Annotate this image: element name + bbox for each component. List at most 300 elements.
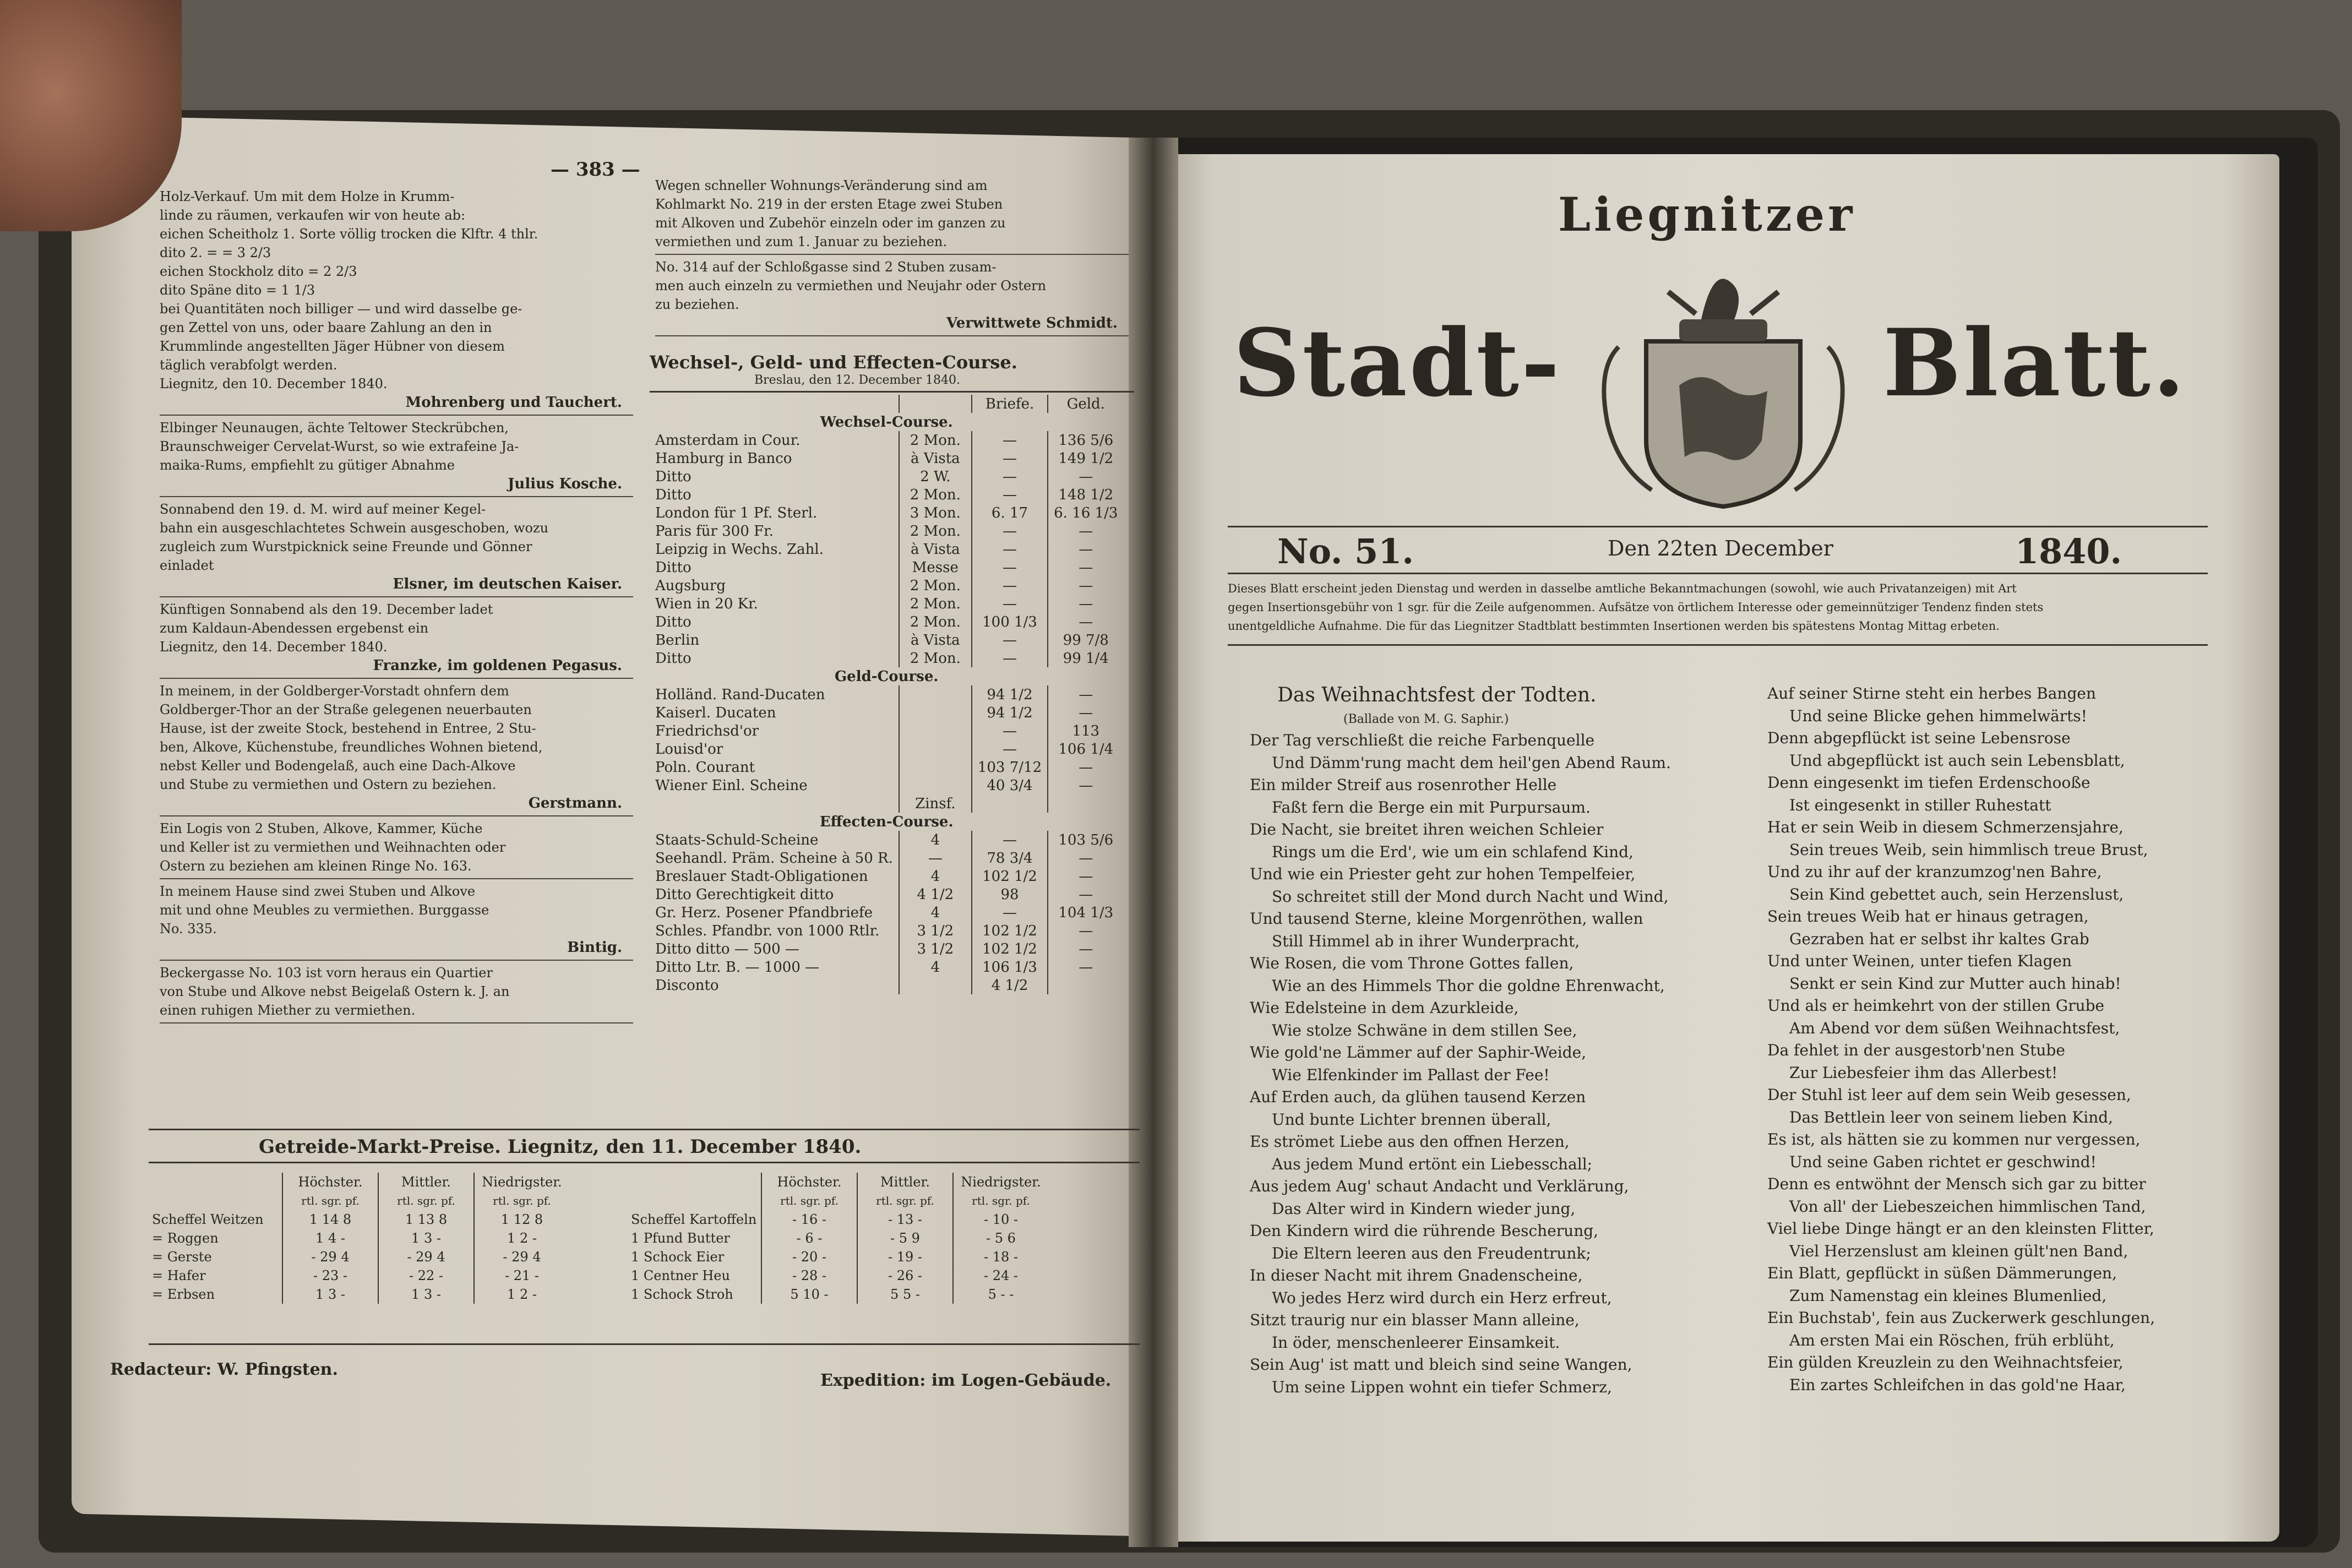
table-row: [650, 940, 1123, 958]
column-header: Mittler.: [378, 1173, 474, 1191]
poem-line: Wie stolze Schwäne in dem stillen See,: [1272, 1021, 1577, 1039]
table-cell: - 20 -: [761, 1248, 857, 1266]
table-section-heading: Geld-Course.: [834, 668, 939, 685]
unit-label: rtl. sgr. pf.: [953, 1191, 1048, 1210]
poem-line: Wie an des Himmels Thor die goldne Ehrenwacht,: [1272, 976, 1665, 995]
table-cell: 106 1/4: [1048, 740, 1123, 758]
table-cell: 148 1/2: [1048, 486, 1123, 504]
table-cell: —: [972, 486, 1048, 504]
table-cell: = Roggen: [152, 1231, 219, 1246]
page-number: — 383 —: [551, 159, 640, 181]
section-heading: [650, 813, 1123, 831]
table-cell: Poln. Courant: [655, 759, 755, 776]
table-cell: - 18 -: [953, 1248, 1048, 1266]
table-cell: [972, 794, 1048, 813]
table-cell: 1 Schock Stroh: [631, 1287, 733, 1302]
table-cell: = Gerste: [152, 1249, 212, 1265]
poem-line: Und zu ihr auf der kranzumzog'nen Bahre,: [1767, 863, 2102, 881]
ad-line: linde zu räumen, verkaufen wir von heute ab:: [160, 208, 466, 223]
table-cell: 78 3/4: [972, 849, 1048, 867]
table-cell: 4: [899, 903, 972, 922]
table-cell: 103 5/6: [1048, 831, 1123, 849]
table-cell: 99 1/4: [1048, 649, 1123, 667]
table-cell: - 29 4: [282, 1248, 378, 1266]
table-cell: = Hafer: [152, 1268, 206, 1283]
ad-line: mit und ohne Meubles zu vermiethen. Burggasse: [160, 902, 489, 918]
divider: [160, 678, 633, 679]
divider: [655, 335, 1129, 336]
table-cell: —: [972, 431, 1048, 449]
table-cell: Friedrichsd'or: [655, 722, 759, 739]
table-cell: - 21 -: [474, 1266, 569, 1285]
table-cell: Wiener Einl. Scheine: [655, 777, 808, 794]
table-cell: [149, 1191, 282, 1210]
poem-line: Denn es entwöhnt der Mensch sich gar zu bitter: [1767, 1175, 2146, 1193]
poem-line: Aus jedem Mund ertönt ein Liebesschall;: [1272, 1155, 1593, 1173]
table-cell: - 19 -: [857, 1248, 953, 1266]
table-cell: Ditto: [655, 468, 692, 485]
table-cell: 98: [972, 885, 1048, 903]
advertisement: [160, 600, 633, 675]
issue-number: No. 51.: [1277, 531, 1414, 571]
ad-signature: Julius Kosche.: [508, 476, 622, 492]
table-cell: 94 1/2: [972, 685, 1048, 704]
table-cell: [899, 722, 972, 740]
poem-line: Von all' der Liebeszeichen himmlischen Tand,: [1789, 1197, 2146, 1216]
ad-line: zugleich zum Wurstpicknick seine Freunde und Gönner: [160, 539, 532, 554]
table-cell: Holländ. Rand-Ducaten: [655, 686, 825, 703]
table-cell: 40 3/4: [972, 776, 1048, 794]
table-cell: - 23 -: [282, 1266, 378, 1285]
table-cell: 2 Mon.: [899, 576, 972, 595]
table-row: [628, 1266, 1048, 1285]
table-cell: [899, 704, 972, 722]
ad-line: einen ruhigen Miether zu vermiethen.: [160, 1003, 416, 1018]
table-cell: Ditto: [655, 613, 692, 630]
table-cell: 1 2 -: [474, 1229, 569, 1248]
issue-date: Den 22ten December: [1608, 536, 1833, 560]
table-cell: 1 Schock Eier: [631, 1249, 725, 1265]
table-cell: —: [972, 540, 1048, 558]
table-cell: 4: [899, 958, 972, 976]
poem-line: Viel Herzenslust am kleinen gült'nen Band,: [1789, 1242, 2128, 1260]
advertisement: [160, 819, 633, 875]
table-cell: 94 1/2: [972, 704, 1048, 722]
ad-line: bei Quantitäten noch billiger — und wird dasselbe ge-: [160, 301, 522, 317]
ad-line: eichen Scheitholz 1. Sorte völlig trocken die Klftr. 4 thlr.: [160, 226, 538, 242]
table-cell: Ditto Gerechtigkeit ditto: [655, 886, 834, 903]
notice-line: gegen Insertionsgebühr von 1 sgr. für die Zeile aufgenommen. Aufsätze von örtlichem Interesse oder gemeinnütziger Tendenz finden stets: [1228, 601, 2044, 614]
table-cell: à Vista: [899, 449, 972, 467]
table-row: [650, 885, 1123, 903]
poem-line: Sein Aug' ist matt und bleich sind seine Wangen,: [1250, 1355, 1632, 1374]
table-cell: —: [1048, 849, 1123, 867]
advertisement: [160, 963, 633, 1020]
table-row: [650, 776, 1123, 794]
table-cell: 1 14 8: [282, 1210, 378, 1229]
table-cell: 103 7/12: [972, 758, 1048, 776]
ad-signature: Mohrenberg und Tauchert.: [405, 394, 622, 411]
table-cell: 6. 16 1/3: [1048, 504, 1123, 522]
table-cell: Breslauer Stadt-Obligationen: [655, 868, 868, 885]
table-header: [650, 794, 1123, 813]
poem-line: Den Kindern wird die rührende Bescherung,: [1250, 1222, 1599, 1240]
table-cell: Wien in 20 Kr.: [655, 595, 758, 612]
table-row: [650, 522, 1123, 540]
poem-line: Wie gold'ne Lämmer auf der Saphir-Weide,: [1250, 1043, 1587, 1061]
divider: [149, 1343, 1140, 1345]
table-cell: Paris für 300 Fr.: [655, 522, 774, 540]
poem-line: Auf seiner Stirne steht ein herbes Bangen: [1767, 684, 2096, 703]
table-cell: —: [972, 722, 1048, 740]
ad-line: Braunschweiger Cervelat-Wurst, so wie extrafeine Ja-: [160, 439, 519, 454]
table-cell: 1 Centner Heu: [631, 1268, 730, 1283]
table-cell: 5 5 -: [857, 1285, 953, 1304]
ad-line: vermiethen und zum 1. Januar zu beziehen.: [655, 234, 948, 249]
table-cell: Staats-Schuld-Scheine: [655, 831, 819, 848]
table-row: [650, 958, 1123, 976]
poem-line: Denn abgepflückt ist seine Lebensrose: [1767, 729, 2071, 747]
ad-line: Elbinger Neunaugen, ächte Teltower Steckrübchen,: [160, 420, 509, 435]
ad-line: dito 2. = = 3 2/3: [160, 245, 271, 260]
divider: [650, 391, 1134, 393]
poem-line: Zur Liebesfeier ihm das Allerbest!: [1789, 1063, 2058, 1082]
masthead-top: Liegnitzer: [1558, 187, 1856, 242]
poem-line: Am ersten Mai ein Röschen, früh erblüht,: [1789, 1331, 2115, 1349]
advertisement: [160, 187, 633, 412]
table-cell: 3 1/2: [899, 922, 972, 940]
exchange-title: Wechsel-, Geld- und Effecten-Course.: [650, 352, 1017, 373]
table-cell: 102 1/2: [972, 867, 1048, 885]
poem-line: Faßt fern die Berge ein mit Purpursaum.: [1272, 798, 1591, 816]
ad-line: gen Zettel von uns, oder baare Zahlung an den in: [160, 320, 492, 335]
table-cell: Louisd'or: [655, 741, 723, 758]
poem-line: Ein Blatt, gepflückt in süßen Dämmerungen,: [1767, 1264, 2117, 1282]
poem-line: Und als er heimkehrt von der stillen Grube: [1767, 997, 2105, 1015]
divider: [655, 254, 1129, 255]
poem-line: Ist eingesenkt in stiller Ruhestatt: [1789, 796, 2051, 814]
table-row: [650, 976, 1123, 994]
poem-line: Und bunte Lichter brennen überall,: [1272, 1110, 1551, 1129]
ad-line: zum Kaldaun-Abendessen ergebenst ein: [160, 620, 429, 636]
divider: [160, 596, 633, 597]
poem-line: Die Eltern leeren aus den Freudentrunk;: [1272, 1244, 1591, 1262]
table-cell: 1 4 -: [282, 1229, 378, 1248]
left-ad-column: [160, 187, 633, 1026]
table-row: [149, 1229, 569, 1248]
table-row: [149, 1266, 569, 1285]
table-cell: 4: [899, 867, 972, 885]
table-section-heading: Wechsel-Course.: [820, 413, 953, 431]
table-row: [650, 704, 1123, 722]
table-row: [650, 431, 1123, 449]
table-cell: —: [972, 576, 1048, 595]
ad-line: und Keller ist zu vermiethen und Weihnachten oder: [160, 840, 506, 855]
poem-line: Zum Namenstag ein kleines Blumenlied,: [1789, 1286, 2107, 1305]
table-cell: Ditto ditto — 500 —: [655, 940, 799, 957]
ad-line: und Stube zu vermiethen und Ostern zu beziehen.: [160, 777, 497, 792]
table-cell: 100 1/3: [972, 613, 1048, 631]
poem-line: Aus jedem Aug' schaut Andacht und Verklärung,: [1250, 1177, 1629, 1195]
table-row: [650, 903, 1123, 922]
section-heading: [650, 413, 1123, 431]
issue-year: 1840.: [2015, 531, 2122, 571]
advertisement: [655, 258, 1129, 333]
poem-line: So schreitet still der Mond durch Nacht und Wind,: [1272, 887, 1669, 906]
table-cell: Disconto: [655, 977, 719, 994]
table-cell: Ditto: [655, 486, 692, 503]
unit-label: rtl. sgr. pf.: [761, 1191, 857, 1210]
table-cell: [899, 395, 972, 413]
table-cell: [650, 395, 899, 413]
table-cell: —: [1048, 704, 1123, 722]
table-cell: = Erbsen: [152, 1287, 215, 1302]
table-cell: 1 3 -: [378, 1229, 474, 1248]
poem-line: Und wie ein Priester geht zur hohen Tempelfeier,: [1250, 865, 1636, 883]
table-row: [650, 449, 1123, 467]
ad-line: In meinem, in der Goldberger-Vorstadt ohnfern dem: [160, 683, 509, 699]
table-header: [628, 1173, 1048, 1191]
ad-line: Liegnitz, den 14. December 1840.: [160, 639, 388, 655]
table-cell: —: [1048, 540, 1123, 558]
table-cell: —: [1048, 776, 1123, 794]
table-cell: —: [972, 831, 1048, 849]
poem-line: Gezraben hat er selbst ihr kaltes Grab: [1789, 929, 2089, 948]
table-row: [650, 558, 1123, 576]
poem-line: Sitzt traurig nur ein blasser Mann alleine,: [1250, 1311, 1580, 1329]
poem-line: Die Nacht, sie breitet ihren weichen Schleier: [1250, 820, 1604, 839]
table-cell: à Vista: [899, 631, 972, 649]
notice-line: Dieses Blatt erscheint jeden Dienstag und werden in dasselbe amtliche Bekanntmachungen (sowohl, wie auch Privatanzeigen) mit Art: [1228, 582, 2017, 595]
poem-line: Sein treues Weib, sein himmlisch treue Brust,: [1789, 840, 2148, 859]
table-row: [650, 631, 1123, 649]
table-cell: Leipzig in Wechs. Zahl.: [655, 541, 824, 558]
ad-line: Holz-Verkauf. Um mit dem Holze in Krumm-: [160, 189, 455, 204]
divider: [160, 1022, 633, 1023]
poem-line: Und abgepflückt ist auch sein Lebensblatt,: [1789, 751, 2125, 770]
table-cell: 104 1/3: [1048, 903, 1123, 922]
table-row: [650, 685, 1123, 704]
unit-label: rtl. sgr. pf.: [282, 1191, 378, 1210]
table-row: [650, 576, 1123, 595]
ad-line: Künftigen Sonnabend als den 19. December ladet: [160, 602, 493, 617]
table-cell: 2 Mon.: [899, 431, 972, 449]
table-cell: —: [972, 631, 1048, 649]
table-cell: - 28 -: [761, 1266, 857, 1285]
unit-label: rtl. sgr. pf.: [474, 1191, 569, 1210]
table-cell: 99 7/8: [1048, 631, 1123, 649]
ad-line: bahn ein ausgeschlachtetes Schwein ausgeschoben, wozu: [160, 520, 549, 536]
table-cell: —: [1048, 558, 1123, 576]
table-cell: 1 12 8: [474, 1210, 569, 1229]
poem-line: Das Bettlein leer von seinem lieben Kind,: [1789, 1108, 2114, 1126]
table-cell: —: [1048, 940, 1123, 958]
table-row: [650, 540, 1123, 558]
table-row: [650, 613, 1123, 631]
table-cell: Seehandl. Präm. Scheine à 50 R.: [655, 850, 893, 867]
table-row: [149, 1285, 569, 1304]
table-cell: - 6 -: [761, 1229, 857, 1248]
table-cell: [899, 685, 972, 704]
table-cell: 102 1/2: [972, 940, 1048, 958]
poem-line: Sein treues Weib hat er hinaus getragen,: [1767, 907, 2089, 925]
poem-line: Der Tag verschließt die reiche Farbenquelle: [1250, 731, 1595, 749]
grain-table-right-wrap: [628, 1173, 1048, 1304]
masthead-left: Stadt-: [1233, 308, 1562, 417]
poem-line: Und seine Blicke gehen himmelwärts!: [1789, 706, 2088, 725]
column-header: Mittler.: [857, 1173, 953, 1191]
unit-row: [149, 1191, 569, 1210]
table-cell: - 24 -: [953, 1266, 1048, 1285]
table-cell: [899, 976, 972, 994]
table-row: [628, 1229, 1048, 1248]
table-cell: 5 10 -: [761, 1285, 857, 1304]
divider: [160, 415, 633, 416]
table-cell: 3 Mon.: [899, 504, 972, 522]
poem-line: Es strömet Liebe aus den offnen Herzen,: [1250, 1133, 1570, 1151]
table-cell: —: [972, 595, 1048, 613]
ad-line: ben, Alkove, Küchenstube, freundliches Wohnen bietend,: [160, 739, 543, 755]
poem-line: Der Stuhl ist leer auf dem sein Weib gesessen,: [1767, 1086, 2131, 1104]
poem-line: Und seine Gaben richtet er geschwind!: [1789, 1152, 2097, 1171]
ad-line: No. 314 auf der Schloßgasse sind 2 Stuben zusam-: [655, 259, 997, 275]
table-cell: 2 Mon.: [899, 649, 972, 667]
poem-subtitle: (Ballade von M. G. Saphir.): [1343, 712, 1509, 726]
editor-line: Redacteur: W. Pfingsten.: [110, 1360, 338, 1379]
poem-line: Ein Buchstab', fein aus Zuckerwerk geschlungen,: [1767, 1309, 2155, 1327]
poem-line: Ein gülden Kreuzlein zu den Weihnachtsfeier,: [1767, 1353, 2124, 1371]
table-cell: —: [972, 649, 1048, 667]
table-cell: Scheffel Weitzen: [152, 1212, 264, 1227]
table-cell: [1048, 794, 1123, 813]
table-cell: Augsburg: [655, 577, 726, 594]
table-cell: 4: [899, 831, 972, 849]
poem-line: Wie Rosen, die vom Throne Gottes fallen,: [1250, 954, 1574, 972]
table-cell: 1 13 8: [378, 1210, 474, 1229]
table-cell: - 29 4: [474, 1248, 569, 1266]
poem-line: Viel liebe Dinge hängt er an den kleinsten Flitter,: [1767, 1219, 2154, 1238]
poem-line: Und tausend Sterne, kleine Morgenröthen, wallen: [1250, 910, 1643, 928]
table-header: [149, 1173, 569, 1191]
advertisement: [160, 682, 633, 813]
table-cell: Hamburg in Banco: [655, 450, 792, 467]
unit-row: [628, 1191, 1048, 1210]
ad-line: maika-Rums, empfiehlt zu gütiger Abnahme: [160, 458, 455, 473]
table-cell: —: [1048, 685, 1123, 704]
table-row: [650, 595, 1123, 613]
table-cell: 2 W.: [899, 467, 972, 486]
table-cell: 1 3 -: [378, 1285, 474, 1304]
table-cell: —: [972, 522, 1048, 540]
table-cell: —: [1048, 867, 1123, 885]
ad-line: Wegen schneller Wohnungs-Veränderung sind am: [655, 178, 988, 193]
poem-line: Es ist, als hätten sie zu kommen nur vergessen,: [1767, 1130, 2141, 1148]
poem-line: Wie Edelsteine in dem Azurkleide,: [1250, 999, 1519, 1017]
table-cell: [899, 740, 972, 758]
ad-signature: Franzke, im goldenen Pegasus.: [373, 657, 622, 674]
table-cell: [1048, 976, 1123, 994]
table-cell: - 16 -: [761, 1210, 857, 1229]
table-cell: Ditto Ltr. B. — 1000 —: [655, 959, 820, 976]
table-cell: Kaiserl. Ducaten: [655, 704, 776, 721]
poem-line: Hat er sein Weib in diesem Schmerzensjahre,: [1767, 818, 2124, 836]
table-cell: Briefe.: [972, 395, 1048, 413]
table-cell: 6. 17: [972, 504, 1048, 522]
unit-label: rtl. sgr. pf.: [857, 1191, 953, 1210]
table-cell: London für 1 Pf. Sterl.: [655, 504, 818, 521]
table-row: [628, 1248, 1048, 1266]
divider: [160, 815, 633, 816]
ad-line: Beckergasse No. 103 ist vorn heraus ein Quartier: [160, 965, 493, 981]
ad-line: nebst Keller und Bodengelaß, auch eine Dach-Alkove: [160, 758, 516, 774]
table-cell: - 26 -: [857, 1266, 953, 1285]
divider: [1228, 644, 2208, 646]
table-cell: 136 5/6: [1048, 431, 1123, 449]
table-cell: Geld.: [1048, 395, 1123, 413]
table-cell: - 5 6: [953, 1229, 1048, 1248]
right-ad-column: [655, 176, 1129, 339]
table-cell: —: [972, 449, 1048, 467]
table-cell: 4 1/2: [972, 976, 1048, 994]
table-cell: Ditto: [655, 559, 692, 576]
table-cell: 2 Mon.: [899, 595, 972, 613]
table-cell: —: [1048, 922, 1123, 940]
unit-label: rtl. sgr. pf.: [378, 1191, 474, 1210]
table-cell: —: [1048, 522, 1123, 540]
poem-line: Am Abend vor dem süßen Weihnachtsfest,: [1789, 1019, 2120, 1037]
poem-line: Und Dämm'rung macht dem heil'gen Abend Raum.: [1272, 753, 1671, 772]
column-header: Höchster.: [761, 1173, 857, 1191]
ad-line: Sonnabend den 19. d. M. wird auf meiner Kegel-: [160, 502, 486, 517]
divider: [149, 1129, 1140, 1130]
column-header: Niedrigster.: [953, 1173, 1048, 1191]
advertisement: [160, 418, 633, 493]
table-row: [628, 1285, 1048, 1304]
divider: [149, 1162, 1140, 1163]
divider: [160, 496, 633, 497]
divider: [1228, 573, 2208, 574]
poem-line: Senkt er sein Kind zur Mutter auch hinab!: [1789, 974, 2121, 993]
table-cell: 4 1/2: [899, 885, 972, 903]
grain-table-right: [628, 1173, 1048, 1304]
table-cell: - 5 9: [857, 1229, 953, 1248]
poem-column-2: [1767, 683, 2155, 1396]
table-row: [650, 831, 1123, 849]
ad-line: Ein Logis von 2 Stuben, Alkove, Kammer, Küche: [160, 821, 483, 836]
poem-line: Wo jedes Herz wird durch ein Herz erfreut,: [1272, 1288, 1612, 1307]
grain-title: Getreide-Markt-Preise. Liegnitz, den 11. December 1840.: [259, 1136, 862, 1158]
table-cell: 106 1/3: [972, 958, 1048, 976]
table-cell: à Vista: [899, 540, 972, 558]
table-cell: —: [972, 467, 1048, 486]
table-cell: —: [972, 558, 1048, 576]
table-row: [650, 740, 1123, 758]
table-cell: —: [1048, 613, 1123, 631]
advertisement: [160, 882, 633, 957]
table-cell: 3 1/2: [899, 940, 972, 958]
table-row: [149, 1248, 569, 1266]
ad-line: eichen Stockholz dito = 2 2/3: [160, 264, 357, 279]
poem-line: Ein milder Streif aus rosenrother Helle: [1250, 776, 1557, 794]
ad-line: Goldberger-Thor an der Straße gelegenen neuerbauten: [160, 702, 532, 717]
table-cell: [899, 758, 972, 776]
table-cell: —: [1048, 576, 1123, 595]
masthead-right: Blatt.: [1883, 308, 2187, 417]
table-row: [650, 849, 1123, 867]
table-cell: - 22 -: [378, 1266, 474, 1285]
table-cell: —: [1048, 885, 1123, 903]
column-header: Höchster.: [282, 1173, 378, 1191]
